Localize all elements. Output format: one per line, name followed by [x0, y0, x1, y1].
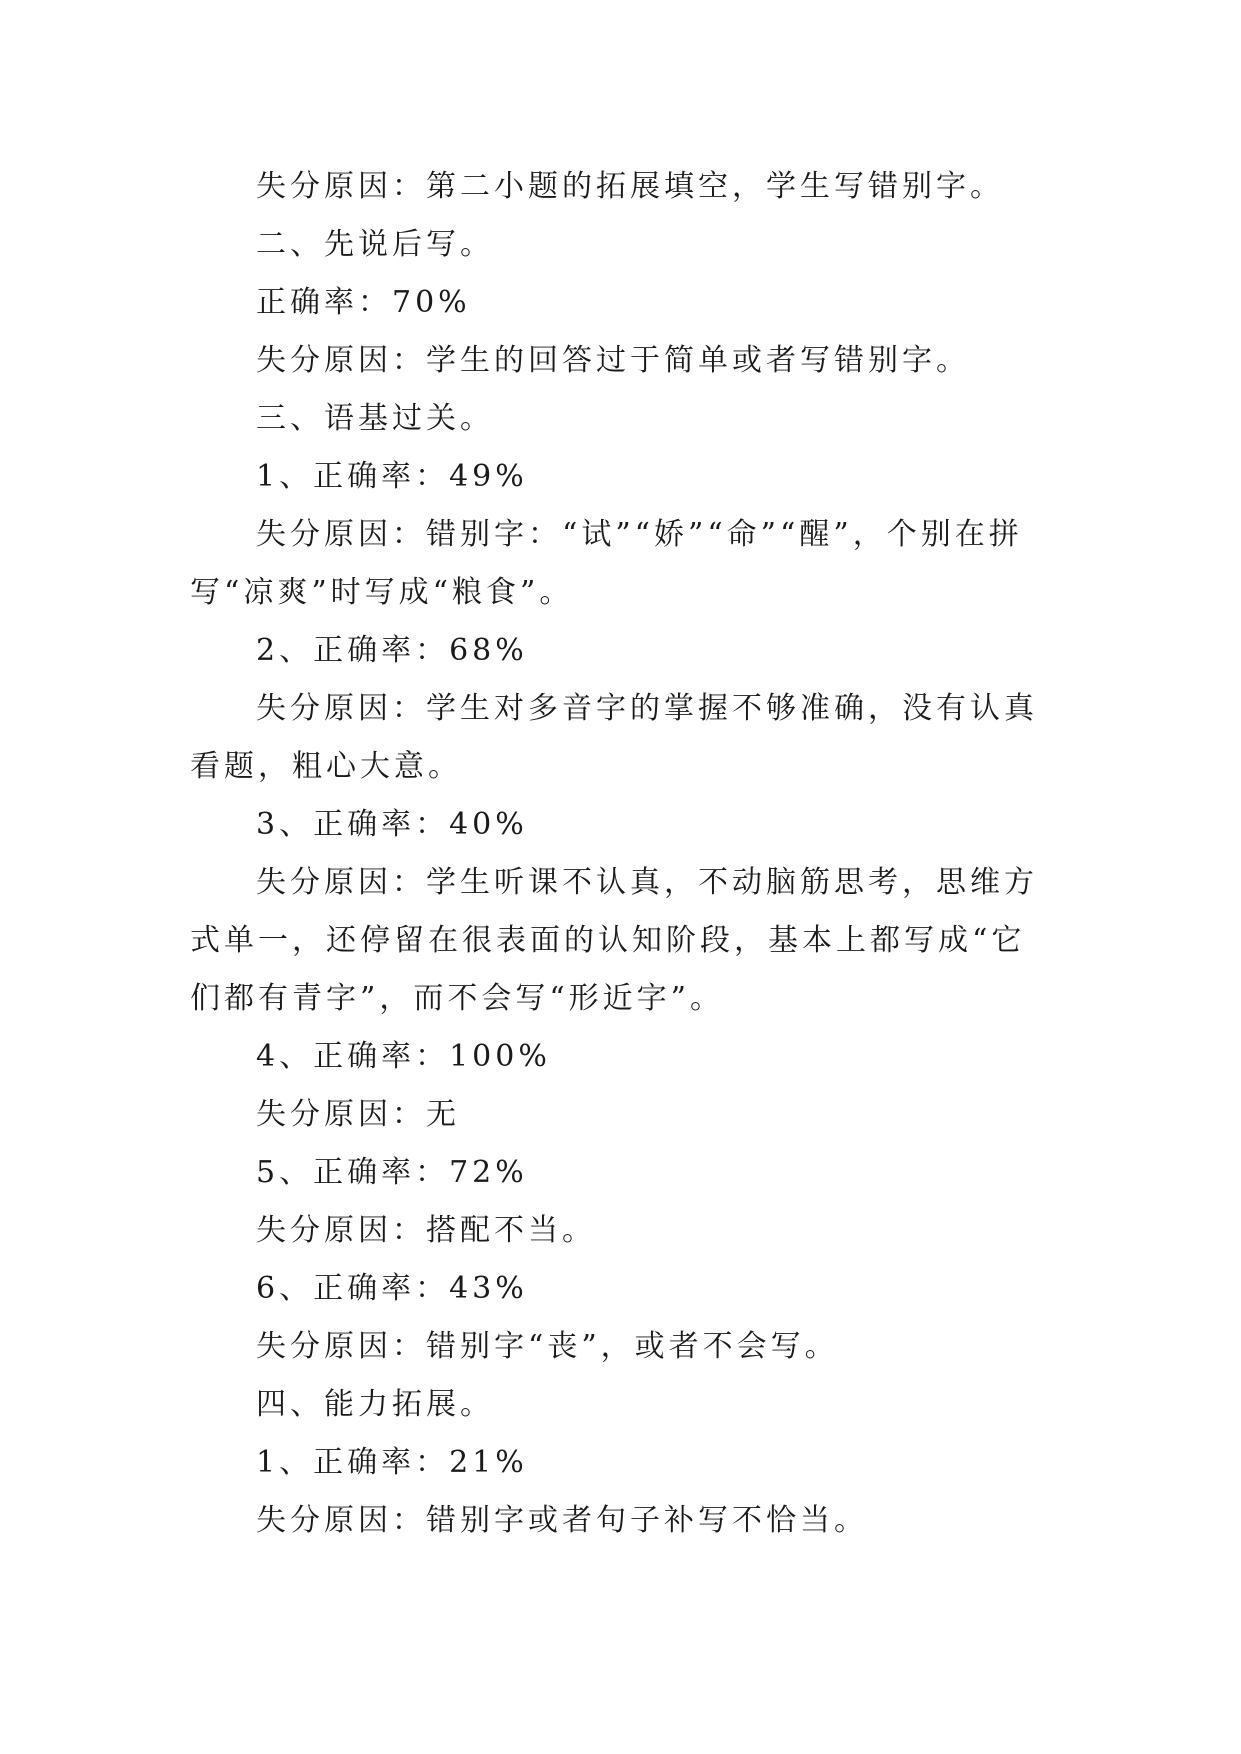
section-heading-4: 四、能力拓展。	[256, 1387, 494, 1422]
accuracy-line: 2、正确率：68%	[256, 633, 528, 668]
paragraph-reason: 失分原因：错别字：“试”“娇”“命”“醒”，个别在拼写“凉爽”时写成“粮食”。	[190, 517, 1023, 610]
paragraph-reason: 失分原因：学生对多音字的掌握不够准确，没有认真看题，粗心大意。	[190, 691, 1038, 784]
accuracy-line: 6、正确率：43%	[256, 1271, 528, 1306]
accuracy-line: 1、正确率：21%	[256, 1445, 528, 1480]
paragraph-reason: 失分原因：第二小题的拓展填空，学生写错别字。	[256, 169, 1004, 204]
paragraph-reason: 失分原因：错别字“丧”，或者不会写。	[256, 1329, 839, 1364]
paragraph-reason: 失分原因：学生听课不认真，不动脑筋思考，思维方式单一，还停留在很表面的认知阶段，基本上都写成“它们都有青字”，而不会写“形近字”。	[190, 865, 1038, 1016]
section-heading-2: 二、先说后写。	[256, 227, 494, 262]
section-heading-3: 三、语基过关。	[256, 401, 494, 436]
paragraph-reason: 失分原因：无	[256, 1097, 460, 1132]
accuracy-line: 正确率：70%	[256, 285, 471, 320]
paragraph-reason: 失分原因：学生的回答过于简单或者写错别字。	[256, 343, 970, 378]
accuracy-line: 3、正确率：40%	[256, 807, 528, 842]
accuracy-line: 4、正确率：100%	[256, 1039, 551, 1074]
paragraph-reason: 失分原因：错别字或者句子补写不恰当。	[256, 1503, 868, 1538]
accuracy-line: 5、正确率：72%	[256, 1155, 528, 1190]
paragraph-reason: 失分原因：搭配不当。	[256, 1213, 596, 1248]
document-body	[190, 158, 1050, 1550]
accuracy-line: 1、正确率：49%	[256, 459, 528, 494]
